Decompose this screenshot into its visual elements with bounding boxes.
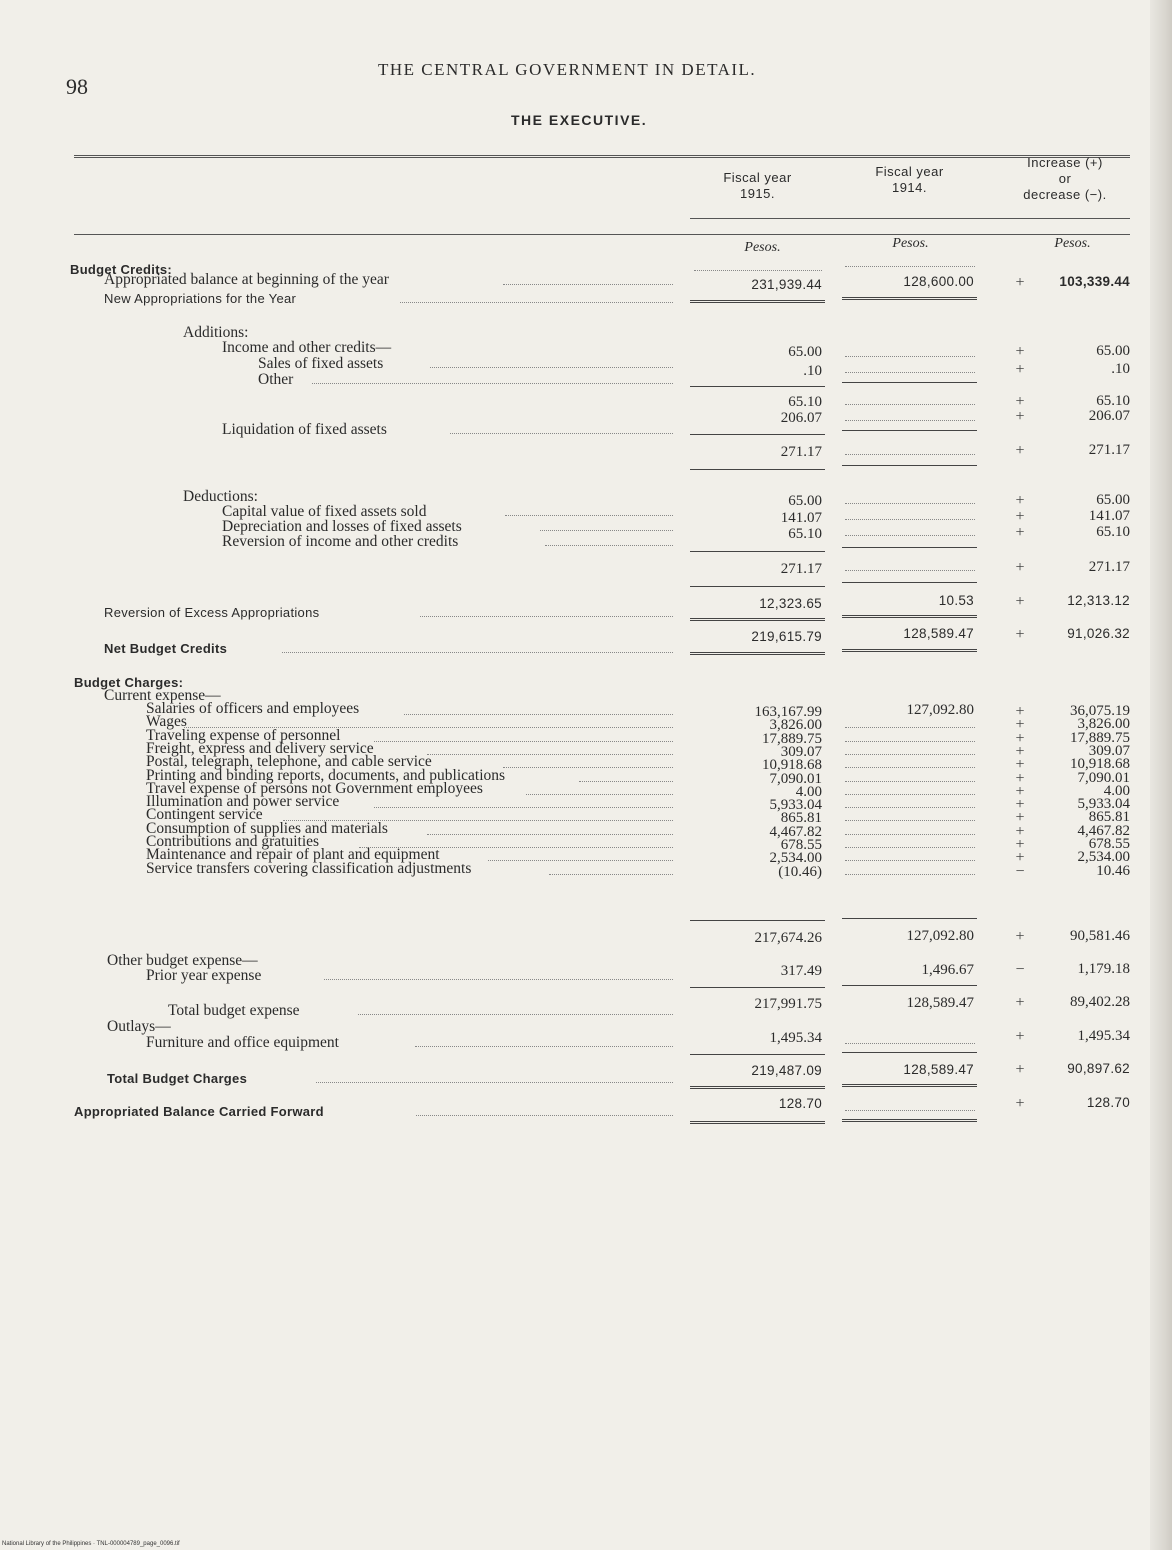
- leader-dots: [545, 545, 673, 546]
- total-budget-charges-change: 90,897.62: [1067, 1061, 1130, 1076]
- col-header-fy1915: [690, 170, 825, 202]
- expense-row-label: Wages: [146, 713, 187, 731]
- current-total-change: 90,581.46: [1070, 928, 1130, 944]
- double-rule: [842, 649, 977, 652]
- prior-year-fy1915: 317.49: [780, 963, 822, 979]
- section-title: THE EXECUTIVE.: [511, 112, 648, 128]
- double-rule: [842, 1084, 977, 1087]
- prior-year-label: Prior year expense: [146, 967, 262, 984]
- col-header-change: [995, 155, 1135, 203]
- expense-row-change: 3,826.00: [1077, 716, 1130, 733]
- leader-dots: [503, 767, 673, 768]
- total-additions-sign: +: [1015, 442, 1025, 459]
- expense-row-sign: −: [1015, 862, 1025, 880]
- total-budget-charges-fy1914: 128,589.47: [903, 1062, 974, 1077]
- leader-dots: [845, 874, 975, 875]
- furniture-change: 1,495.34: [1077, 1028, 1130, 1044]
- expense-row-change: 36,075.19: [1070, 703, 1130, 719]
- expense-row-sign: +: [1015, 716, 1025, 734]
- leader-dots: [845, 860, 975, 861]
- expense-row-sign: +: [1015, 836, 1025, 853]
- appropriated-forward-fy1915: 128.70: [778, 1096, 822, 1111]
- expense-row-label: Illumination and power service: [146, 793, 340, 811]
- net-budget-credits-sign: +: [1015, 626, 1025, 643]
- leader-dots: [845, 372, 975, 373]
- expense-row-label: Freight, express and delivery service: [146, 739, 374, 757]
- expense-row-change: 678.55: [1088, 836, 1130, 852]
- total-additions-fy1915: 271.17: [780, 444, 822, 460]
- expense-row-fy1915: 7,090.01: [769, 770, 822, 787]
- expense-row-label: Contingent service: [146, 806, 263, 824]
- sales-fixed-assets-fy1915: 65.00: [788, 344, 822, 360]
- rule: [690, 1054, 825, 1055]
- leader-dots: [845, 767, 975, 768]
- expense-row-fy1914: 127,092.80: [906, 702, 974, 718]
- expense-row-fy1915: 5,933.04: [769, 797, 822, 814]
- expense-row-sign: +: [1015, 729, 1025, 747]
- subtotal-income-change: 65.10: [1096, 393, 1130, 409]
- expense-row-fy1915: 865.81: [780, 810, 822, 827]
- expense-row-sign: +: [1015, 756, 1025, 774]
- header-bottom-rule: [74, 234, 1130, 235]
- expense-row-sign: +: [1015, 703, 1025, 720]
- double-rule: [842, 615, 977, 618]
- reversion-income-sign: +: [1015, 524, 1025, 541]
- double-rule: [690, 1121, 825, 1124]
- expense-row-fy1915: 17,889.75: [762, 730, 822, 747]
- expense-row-label: Traveling expense of personnel: [146, 726, 341, 744]
- appropriated-forward-label: Appropriated Balance Carried Forward: [74, 1104, 324, 1119]
- double-rule: [690, 1086, 825, 1089]
- expense-row-change: 17,889.75: [1070, 729, 1130, 746]
- expense-row-label: Maintenance and repair of plant and equipment: [146, 846, 440, 864]
- expense-row-sign: +: [1015, 849, 1025, 867]
- appropriated-forward-change: 128.70: [1086, 1095, 1130, 1110]
- leader-dots: [430, 367, 673, 368]
- deductions-heading: Deductions:: [183, 488, 258, 505]
- appropriated-balance-fy1915: 231,939.44: [751, 277, 822, 292]
- capital-value-label: Capital value of fixed assets sold: [222, 503, 427, 520]
- rule: [842, 582, 977, 583]
- sales-fixed-assets-sign: +: [1015, 343, 1025, 360]
- appropriated-balance-fy1914: 128,600.00: [903, 274, 974, 289]
- leader-dots: [845, 356, 975, 357]
- total-deductions-change: 271.17: [1088, 559, 1130, 575]
- reversion-income-label: Reversion of income and other credits: [222, 533, 459, 550]
- double-rule: [842, 297, 977, 300]
- expense-row-change: 10,918.68: [1070, 756, 1130, 773]
- expense-row-label: Printing and binding reports, documents, and publications: [146, 766, 506, 784]
- leader-dots: [845, 741, 975, 742]
- leader-dots: [324, 979, 673, 980]
- expense-row-label: Service transfers covering classification adjustments: [146, 859, 472, 877]
- rule: [690, 586, 825, 587]
- leader-dots: [427, 754, 673, 755]
- expense-row-fy1915: 4.00: [795, 783, 822, 800]
- col2-line2: 1914.: [891, 180, 928, 195]
- expense-row-label: Contributions and gratuities: [146, 833, 320, 850]
- unit-fy1914: Pesos.: [892, 236, 929, 251]
- leader-dots: [450, 433, 673, 434]
- expense-row-change: 5,933.04: [1077, 796, 1130, 813]
- leader-dots: [845, 454, 975, 455]
- expense-row-sign: +: [1015, 742, 1025, 760]
- leader-dots: [845, 1043, 975, 1044]
- rule: [842, 985, 977, 986]
- leader-dots: [549, 874, 673, 875]
- liquidation-sign: +: [1015, 408, 1025, 425]
- leader-dots: [312, 383, 673, 384]
- leader-dots: [845, 503, 975, 504]
- leader-dots: [845, 404, 975, 405]
- leader-dots: [282, 652, 673, 653]
- leader-dots: [845, 834, 975, 835]
- expense-row-label: Salaries of officers and employees: [146, 700, 360, 717]
- leader-dots: [420, 616, 673, 617]
- expense-row-sign: +: [1015, 822, 1025, 840]
- other-budget-expense-heading: Other budget expense—: [107, 952, 258, 969]
- additions-heading: Additions:: [183, 324, 249, 341]
- unit-fy1915: Pesos.: [744, 240, 781, 255]
- total-budget-charges-fy1915: 219,487.09: [751, 1063, 822, 1078]
- reversion-income-change: 65.10: [1096, 524, 1130, 540]
- other-change: .10: [1111, 361, 1130, 377]
- col1-line2: 1915.: [739, 186, 776, 201]
- budget-charges-heading: Budget Charges:: [74, 675, 184, 690]
- depreciation-sign: +: [1015, 508, 1025, 525]
- net-budget-credits-label: Net Budget Credits: [104, 641, 228, 656]
- total-additions-change: 271.17: [1088, 442, 1130, 458]
- total-budget-expense-sign: +: [1015, 994, 1025, 1011]
- expense-row-label: Consumption of supplies and materials: [146, 819, 388, 837]
- appropriated-forward-sign: +: [1015, 1095, 1025, 1112]
- leader-dots: [505, 515, 673, 516]
- leader-dots: [845, 535, 975, 536]
- budget-credits-heading: Budget Credits:: [70, 262, 172, 277]
- scan-footer: National Library of the Philippines · TNL-000004789_page_0096.tif: [2, 1541, 180, 1547]
- rule: [690, 386, 825, 387]
- total-budget-charges-sign: +: [1015, 1061, 1025, 1078]
- current-total-sign: +: [1015, 928, 1025, 945]
- total-budget-expense-fy1914: 128,589.47: [906, 995, 974, 1011]
- current-total-fy1914: 127,092.80: [906, 928, 974, 944]
- leader-dots: [845, 1110, 975, 1111]
- appropriated-balance-change: 103,339.44: [1059, 274, 1130, 289]
- current-total-fy1915: 217,674.26: [754, 930, 822, 946]
- leader-dots: [845, 266, 975, 267]
- col2-line1: Fiscal year: [875, 164, 944, 179]
- subtotal-income-fy1915: 65.10: [788, 394, 822, 410]
- expense-row-fy1915: (10.46): [778, 863, 822, 880]
- depreciation-fy1915: 141.07: [780, 510, 822, 526]
- leader-dots: [694, 270, 822, 271]
- reversion-excess-fy1914: 10.53: [938, 593, 974, 608]
- rule: [842, 1052, 977, 1053]
- double-rule: [842, 1119, 977, 1122]
- total-deductions-fy1915: 271.17: [780, 561, 822, 577]
- leader-dots: [416, 1115, 673, 1116]
- prior-year-change: 1,179.18: [1077, 961, 1130, 977]
- leader-dots: [415, 1046, 673, 1047]
- leader-dots: [579, 781, 673, 782]
- expense-row-sign: +: [1015, 769, 1025, 787]
- expense-row-change: 865.81: [1088, 809, 1130, 826]
- leader-dots: [358, 1014, 673, 1015]
- reversion-excess-label: Reversion of Excess Appropriations: [104, 605, 320, 620]
- leader-dots: [316, 1082, 673, 1083]
- other-label: Other: [258, 371, 294, 388]
- leader-dots: [427, 834, 673, 835]
- leader-dots: [488, 860, 673, 861]
- leader-dots: [526, 794, 673, 795]
- liquidation-change: 206.07: [1088, 408, 1130, 424]
- net-budget-credits-fy1914: 128,589.47: [903, 626, 974, 641]
- appropriated-balance-label: Appropriated balance at beginning of the year: [104, 271, 389, 288]
- expense-row-fy1915: 4,467.82: [769, 823, 822, 840]
- page-number: 98: [66, 74, 88, 99]
- outlays-heading: Outlays—: [107, 1018, 171, 1035]
- total-deductions-sign: +: [1015, 559, 1025, 576]
- expense-row-fy1915: 678.55: [780, 837, 822, 853]
- sales-fixed-assets-change: 65.00: [1096, 343, 1130, 359]
- reversion-excess-fy1915: 12,323.65: [759, 596, 822, 611]
- reversion-income-fy1915: 65.10: [788, 526, 822, 542]
- furniture-fy1915: 1,495.34: [769, 1030, 822, 1046]
- rule: [842, 918, 977, 919]
- running-head: THE CENTRAL GOVERNMENT IN DETAIL.: [378, 60, 757, 79]
- depreciation-change: 141.07: [1088, 508, 1130, 524]
- leader-dots: [845, 420, 975, 421]
- col1-line1: Fiscal year: [723, 170, 792, 185]
- liquidation-fy1915: 206.07: [780, 410, 822, 426]
- col3-line1: Increase (+): [1027, 155, 1103, 170]
- leader-dots: [374, 807, 673, 808]
- leader-dots: [503, 284, 673, 285]
- total-budget-expense-change: 89,402.28: [1070, 994, 1130, 1010]
- liquidation-label: Liquidation of fixed assets: [222, 421, 387, 438]
- col3-line3: decrease (−).: [1023, 187, 1107, 202]
- header-mid-rule: [690, 218, 1130, 219]
- leader-dots: [845, 754, 975, 755]
- new-appropriations-label: New Appropriations for the Year: [104, 291, 297, 306]
- rule: [842, 465, 977, 466]
- leader-dots: [845, 820, 975, 821]
- expense-row-fy1915: 3,826.00: [769, 717, 822, 734]
- expense-row-change: 4.00: [1103, 782, 1130, 799]
- expense-row-fy1915: 309.07: [780, 743, 822, 760]
- col3-line2: or: [1058, 171, 1072, 186]
- leader-dots: [845, 781, 975, 782]
- net-budget-credits-change: 91,026.32: [1067, 626, 1130, 641]
- other-sign: +: [1015, 361, 1025, 378]
- prior-year-sign: −: [1015, 961, 1025, 978]
- total-budget-expense-fy1915: 217,991.75: [754, 996, 822, 1012]
- expense-row-change: 7,090.01: [1077, 769, 1130, 786]
- leader-dots: [400, 302, 673, 303]
- appropriated-balance-sign: +: [1015, 274, 1025, 291]
- furniture-label: Furniture and office equipment: [146, 1034, 339, 1051]
- expense-row-label: Postal, telegraph, telephone, and cable service: [146, 753, 432, 771]
- total-budget-charges-label: Total Budget Charges: [107, 1071, 248, 1086]
- subtotal-income-sign: +: [1015, 393, 1025, 410]
- page-edge-shadow: [1150, 0, 1172, 1550]
- expense-row-fy1915: 2,534.00: [769, 850, 822, 867]
- rule: [690, 551, 825, 552]
- double-rule: [690, 652, 825, 655]
- expense-row-sign: +: [1015, 782, 1025, 800]
- rule: [690, 469, 825, 470]
- leader-dots: [845, 727, 975, 728]
- col-header-fy1914: [842, 164, 977, 196]
- prior-year-fy1914: 1,496.67: [921, 962, 974, 978]
- expense-row-label: Travel expense of persons not Government employees: [146, 779, 483, 797]
- leader-dots: [404, 714, 673, 715]
- leader-dots: [845, 794, 975, 795]
- leader-dots: [845, 519, 975, 520]
- capital-value-fy1915: 65.00: [788, 493, 822, 509]
- header-top-rule: [74, 155, 1130, 158]
- expense-row-change: 4,467.82: [1077, 822, 1130, 839]
- total-budget-expense-label: Total budget expense: [168, 1002, 300, 1019]
- capital-value-change: 65.00: [1096, 492, 1130, 508]
- leader-dots: [845, 807, 975, 808]
- rule: [690, 434, 825, 435]
- furniture-sign: +: [1015, 1028, 1025, 1045]
- expense-row-change: 10.46: [1096, 862, 1130, 879]
- reversion-excess-sign: +: [1015, 593, 1025, 610]
- expense-row-change: 2,534.00: [1077, 849, 1130, 866]
- net-budget-credits-fy1915: 219,615.79: [751, 629, 822, 644]
- expense-row-sign: +: [1015, 796, 1025, 814]
- expense-row-fy1915: 163,167.99: [754, 704, 822, 720]
- unit-change: Pesos.: [1054, 236, 1091, 251]
- rule: [690, 987, 825, 988]
- capital-value-sign: +: [1015, 492, 1025, 509]
- rule: [842, 430, 977, 431]
- current-expense-heading: Current expense—: [104, 687, 221, 704]
- leader-dots: [845, 847, 975, 848]
- leader-dots: [540, 530, 673, 531]
- sales-fixed-assets-label: Sales of fixed assets: [258, 355, 384, 372]
- expense-row-fy1915: 10,918.68: [762, 757, 822, 774]
- expense-row-change: 309.07: [1088, 742, 1130, 759]
- double-rule: [690, 300, 825, 303]
- rule: [842, 547, 977, 548]
- income-credits-heading: Income and other credits—: [222, 339, 392, 356]
- expense-row-sign: +: [1015, 809, 1025, 827]
- other-fy1915: .10: [803, 363, 822, 379]
- depreciation-label: Depreciation and losses of fixed assets: [222, 518, 462, 535]
- double-rule: [690, 618, 825, 621]
- leader-dots: [374, 741, 673, 742]
- leader-dots: [845, 570, 975, 571]
- rule: [690, 920, 825, 921]
- rule: [842, 382, 977, 383]
- reversion-excess-change: 12,313.12: [1067, 593, 1130, 608]
